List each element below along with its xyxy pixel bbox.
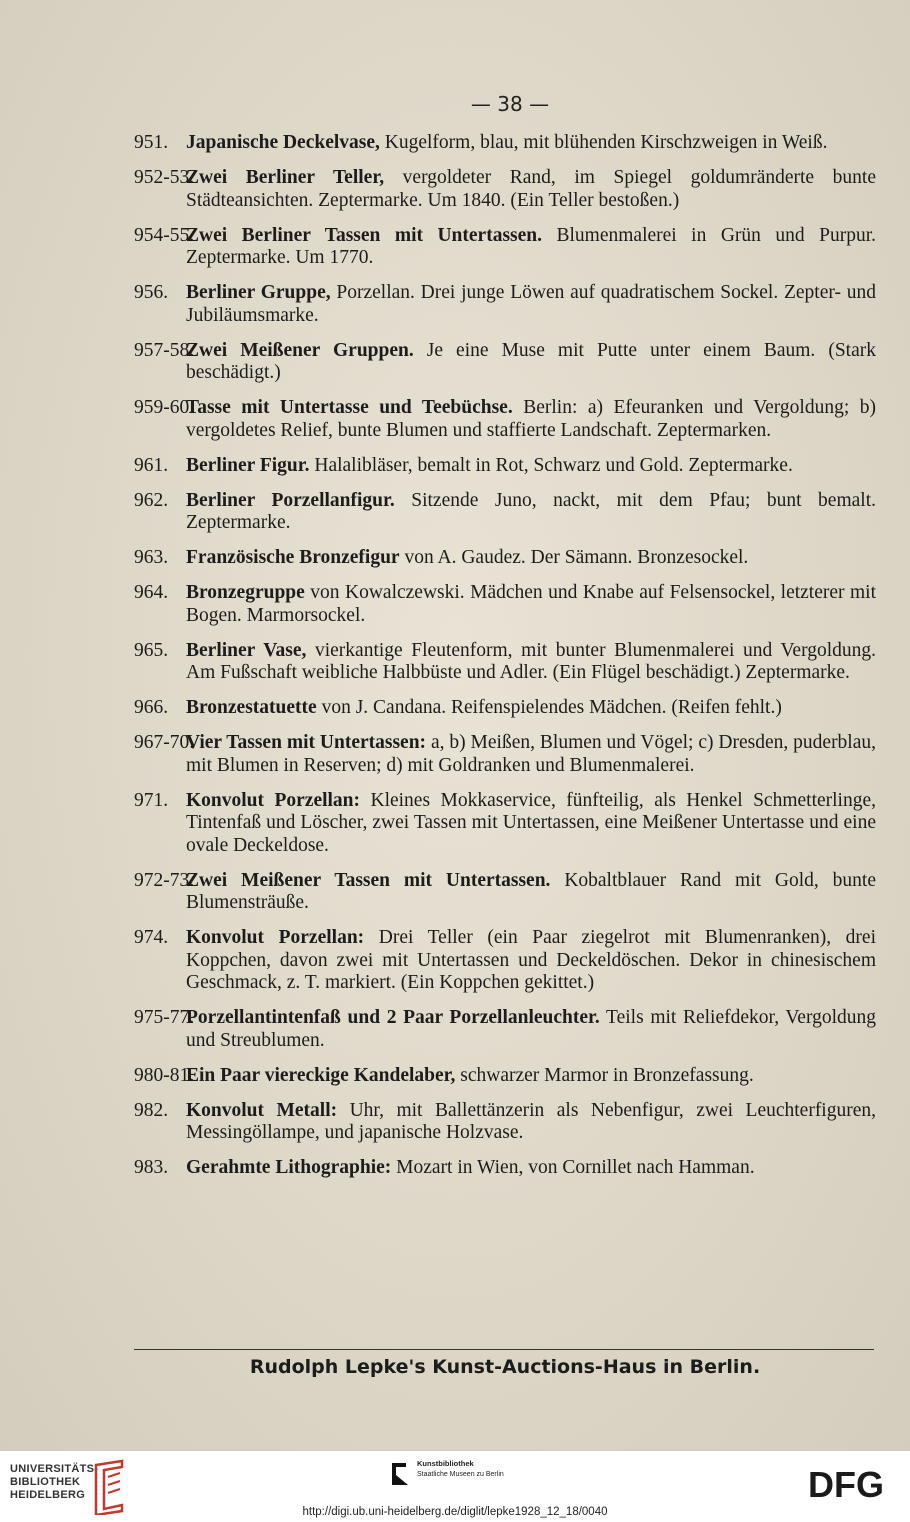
kunstbibliothek-mark-icon [390, 1461, 410, 1487]
lot-description: Sitzende Juno, nackt, mit dem Pfau; bunt bemalt. Zeptermarke. [186, 489, 876, 533]
catalog-entry [134, 870, 876, 915]
lot-number: 961. [134, 454, 169, 476]
lot-number: 951. [134, 132, 169, 153]
lot-title: Konvolut Porzellan: [186, 789, 361, 811]
lot-title: Zwei Berliner Teller, [186, 167, 385, 188]
lot-description: Je eine Muse mit Putte unter einem Baum. (Stark beschädigt.) [186, 339, 876, 383]
catalog-entries [134, 132, 876, 1192]
lot-number: 974. [134, 927, 169, 948]
catalog-entry [134, 397, 876, 442]
catalog-entry [134, 225, 876, 270]
lot-description: vergoldeter Rand, im Spiegel goldumränderte bunte Städteansichten. Zeptermarke. Um 1840. (Ein Teller bestoßen.) [186, 167, 877, 211]
lot-title: Ein Paar viereckige Kandelaber, [186, 1064, 456, 1086]
lot-description: Uhr, mit Ballettänzerin als Nebenfigur, zwei Leuchterfiguren, Messingöllampe, und japanische Holzvase. [186, 1099, 877, 1143]
lot-description: Kleines Mokkaservice, fünfteilig, als Henkel Schmetterlinge, Tintenfaß und Löscher, zwei Tassen mit Untertassen, eine Meißener Untertasse und eine ovale Deckeldose. [186, 789, 876, 856]
lot-description: von Kowalczewski. Mädchen und Knabe auf Felsensockel, letzterer mit Bogen. Marmorsockel. [186, 582, 876, 626]
lot-number: 971. [134, 789, 169, 811]
lot-title: Japanische Deckelvase, [186, 132, 380, 153]
lot-description: Kugelform, blau, mit blühenden Kirschzweigen in Weiß. [379, 132, 828, 153]
lot-title: Gerahmte Lithographie: [186, 1157, 392, 1178]
university-line-2: BIBLIOTHEK [10, 1476, 81, 1488]
lot-number: 959-60. [134, 397, 195, 418]
catalog-entry [134, 547, 876, 570]
catalog-entry [134, 640, 876, 685]
lot-description: vierkantige Fleutenform, mit bunter Blumenmalerei und Vergoldung. Am Fußschaft weibliche Halbbüste und Adler. (Ein Flügel beschädigt.) Zeptermarke. [186, 639, 877, 683]
lot-title: Berliner Porzellanfigur. [186, 489, 395, 511]
dfg-logo-icon [808, 1465, 898, 1501]
catalog-entry [134, 282, 876, 327]
lot-description: Kobaltblauer Rand mit Gold, bunte Blumensträuße. [186, 869, 876, 913]
catalog-entry [134, 167, 876, 212]
lot-description: Blumenmalerei in Grün und Purpur. Zeptermarke. Um 1770. [186, 224, 876, 268]
lot-description: schwarzer Marmor in Bronzefassung. [455, 1064, 754, 1086]
lot-number: 964. [134, 582, 169, 603]
museum-name: Staatliche Museen zu Berlin [417, 1471, 504, 1478]
catalog-entry [134, 455, 876, 478]
catalog-entry [134, 732, 876, 777]
lot-description: Drei Teller (ein Paar ziegelrot mit Blumenranken), drei Koppchen, davon zwei mit Untertassen und Deckeldöschen. Dekor in chinesischem Geschmack, z. T. markiert. (Ein Koppchen gekittet.) [186, 927, 876, 993]
catalog-entry [134, 490, 876, 535]
lot-number: 957-58. [134, 339, 195, 361]
lot-title: Berliner Vase, [186, 639, 307, 661]
kunstbibliothek-name: Kunstbibliothek [417, 1459, 474, 1468]
lot-title: Bronzegruppe [186, 582, 305, 603]
footer-rule [134, 1349, 874, 1350]
lot-number: 967-70. [134, 732, 195, 753]
lot-title: Zwei Berliner Tassen mit Untertassen. [186, 224, 543, 246]
lot-description: von J. Candana. Reifenspielendes Mädchen. (Reifen fehlt.) [316, 697, 782, 718]
lot-description: Berlin: a) Efeuranken und Vergoldung; b) vergoldetes Relief, bunte Blumen und staffierte Landschaft. Zeptermarken. [186, 397, 876, 441]
lot-number: 983. [134, 1157, 169, 1178]
catalog-entry [134, 1065, 876, 1088]
catalog-entry [134, 340, 876, 385]
lot-description: Teils mit Reliefdekor, Vergoldung und Streublumen. [186, 1007, 876, 1051]
catalog-entry [134, 790, 876, 858]
lot-number: 952-53. [134, 167, 195, 188]
catalog-entry [134, 927, 876, 995]
lot-number: 956. [134, 282, 169, 303]
lot-description: Porzellan. Drei junge Löwen auf quadratischem Sockel. Zepter- und Jubiläumsmarke. [186, 282, 876, 326]
lot-number: 954-55. [134, 224, 195, 246]
lot-number: 975-77. [134, 1007, 195, 1028]
dfg-logo-text: DFG [808, 1465, 884, 1501]
source-url[interactable]: http://digi.ub.uni-heidelberg.de/diglit/lepke1928_12_18/0040 [302, 1506, 608, 1518]
university-line-1: UNIVERSITÄTS- [10, 1463, 99, 1475]
lot-number: 963. [134, 547, 169, 568]
lot-title: Vier Tassen mit Untertassen: [186, 732, 427, 753]
lot-number: 962. [134, 489, 169, 511]
lot-title: Französische Bronzefigur [186, 547, 400, 568]
lot-number: 982. [134, 1099, 169, 1121]
lot-number: 966. [134, 697, 169, 718]
lot-title: Porzellantintenfaß und 2 Paar Porzellanleuchter. [186, 1007, 600, 1028]
catalog-entry [134, 132, 876, 155]
page-number: — 38 — [470, 92, 550, 116]
auction-house-footer: Rudolph Lepke's Kunst-Auctions-Haus in Berlin. [249, 1356, 761, 1378]
lot-description: a, b) Meißen, Blumen und Vögel; c) Dresden, puderblau, mit Blumen in Reserven; d) mit Goldranken und Blumenmalerei. [186, 732, 877, 776]
university-line-3: HEIDELBERG [10, 1489, 86, 1501]
catalog-entry [134, 697, 876, 720]
lot-title: Berliner Gruppe, [186, 282, 331, 303]
lot-description: Halalibläser, bemalt in Rot, Schwarz und Gold. Zeptermarke. [309, 454, 793, 476]
lot-description: von A. Gaudez. Der Sämann. Bronzesockel. [399, 547, 749, 568]
lot-title: Konvolut Metall: [186, 1099, 338, 1121]
lot-description: Mozart in Wien, von Cornillet nach Hamman. [391, 1157, 755, 1178]
lot-title: Tasse mit Untertasse und Teebüchse. [186, 397, 513, 418]
lot-number: 972-73. [134, 869, 195, 891]
catalog-entry [134, 1007, 876, 1052]
digitization-bar [0, 1450, 910, 1522]
lot-title: Berliner Figur. [186, 454, 310, 476]
lot-title: Konvolut Porzellan: [186, 927, 365, 948]
catalog-entry [134, 1100, 876, 1145]
university-library-name [10, 1463, 98, 1502]
catalog-entry [134, 1157, 876, 1180]
lot-title: Zwei Meißener Tassen mit Untertassen. [186, 869, 551, 891]
lot-number: 980-81. [134, 1064, 195, 1086]
catalog-entry [134, 582, 876, 627]
lot-number: 965. [134, 639, 169, 661]
lot-title: Bronzestatuette [186, 697, 317, 718]
lot-title: Zwei Meißener Gruppen. [186, 339, 414, 361]
